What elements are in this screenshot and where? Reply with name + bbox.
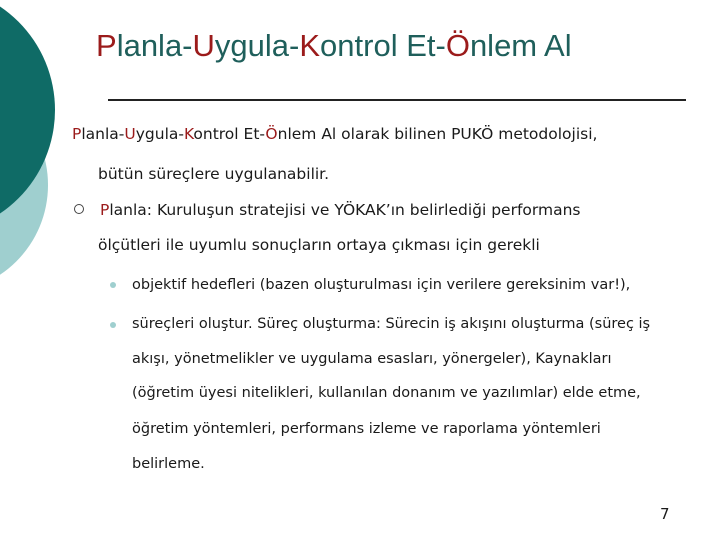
title-underline [108,99,686,101]
slide-title [96,28,696,64]
subitem-2-line-5: belirleme. [132,456,205,472]
intro-part-ygula: ygula- [135,125,184,143]
title-letter-k: K [299,28,321,63]
intro-part-ontrol: ontrol Et- [193,125,266,143]
intro-letter-p: P [72,125,82,143]
sub-bullet-dot-icon [110,282,116,288]
decorative-circles [0,0,80,300]
title-part-ontrol: ontrol Et- [320,28,446,63]
intro-letter-u: U [124,125,136,143]
plan-bullet-line-1 [100,200,581,220]
title-letter-o: Ö [445,28,470,63]
title-part-nlem: nlem Al [469,28,572,63]
intro-line-1 [72,124,597,144]
intro-line-2: bütün süreçlere uygulanabilir. [98,165,330,183]
page-number: 7 [660,505,670,523]
plan-bullet-line-2: ölçütleri ile uyumlu sonuçların ortaya çıkması için gerekli [98,236,540,254]
subitem-1-line-1: objektif hedefleri (bazen oluşturulması için verilere gereksinim var!), [132,277,631,293]
intro-part-lanla: lanla- [81,125,125,143]
intro-letter-k: K [183,125,194,143]
circle-bullet-icon [74,204,84,214]
plan-lead: lanla: [109,201,153,219]
plan-letter-p: P [100,201,110,219]
title-part-lanla: lanla- [116,28,193,63]
title-letter-u: U [192,28,215,63]
title-part-ygula: ygula- [214,28,300,63]
sub-bullet-dot-icon [110,322,116,328]
intro-letter-o: Ö [265,125,278,143]
subitem-2-line-1: süreçleri oluştur. Süreç oluşturma: Sürecin iş akışını oluşturma (süreç iş [132,316,651,332]
title-letter-p: P [96,28,117,63]
subitem-2-line-2: akışı, yönetmelikler ve uygulama esasları, yönergeler), Kaynakları [132,351,612,367]
subitem-2-line-3: (öğretim üyesi nitelikleri, kullanılan donanım ve yazılımlar) elde etme, [132,385,641,401]
plan-line-1-rest: Kuruluşun stratejisi ve YÖKAK’ın belirlediği performans [152,201,581,219]
intro-part-rest: nlem Al olarak bilinen PUKÖ metodolojisi, [277,125,598,143]
subitem-2-line-4: öğretim yöntemleri, performans izleme ve raporlama yöntemleri [132,421,601,437]
